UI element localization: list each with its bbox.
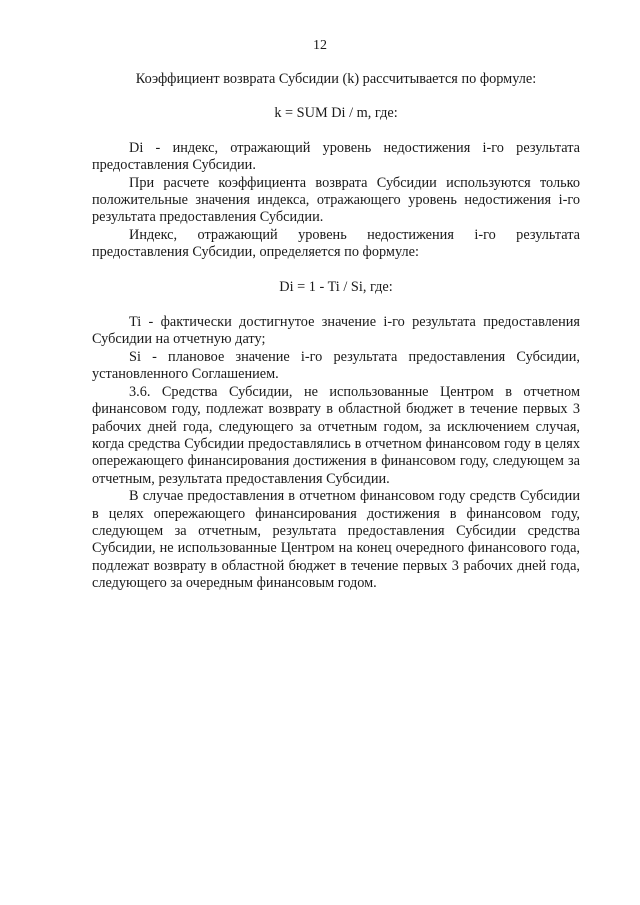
page-number: 12 — [313, 38, 327, 53]
si-definition: Si - плановое значение i-го результата предоставления Субсидии, установленного Соглашением. — [92, 348, 580, 383]
ti-definition: Ti - фактически достигнутое значение i-го результата предоставления Субсидии на отчетную дату; — [92, 314, 580, 348]
advance-financing-paragraph: В случае предоставления в отчетном финансовом году средств Субсидии в целях опережающего финансирования достижения в финансовом году, следующем за отчетным, результата предоставления Субсидии средства Субсидии, не использованные Центром на конец очередного финансового года, подлежат возврату в областной бюджет в течение первых 3 рабочих дней года, следующего за очередным финансовым годом. — [92, 488, 580, 592]
formula-di: Di = 1 - Ti / Si, где: — [279, 278, 393, 295]
positive-values-paragraph: При расчете коэффициента возврата Субсидии используются только положительные значения индекса, отражающего уровень недостижения i-го результата предоставления Субсидии. — [92, 174, 580, 226]
document-body — [92, 71, 580, 593]
clause-3-6: 3.6. Средства Субсидии, не использованные Центром в отчетном финансовом году, подлежат возврату в областной бюджет в течение первых 3 рабочих дней года, следующего за отчетным годом, за исключением случая, когда средства Субсидии предоставлялись в отчетном финансовом году в целях опережающего финансирования достижения в финансовом году, следующем за отчетным, результата предоставления Субсидии. — [92, 383, 580, 487]
index-intro-paragraph: Индекс, отражающий уровень недостижения i-го результата предоставления Субсидии, определяется по формуле: — [92, 226, 580, 261]
formula-intro: Коэффициент возврата Субсидии (k) рассчитывается по формуле: — [135, 71, 537, 87]
di-definition: Di - индекс, отражающий уровень недостижения i-го результата предоставления Субсидии. — [92, 139, 580, 174]
formula-k: k = SUM Di / m, где: — [274, 105, 398, 122]
